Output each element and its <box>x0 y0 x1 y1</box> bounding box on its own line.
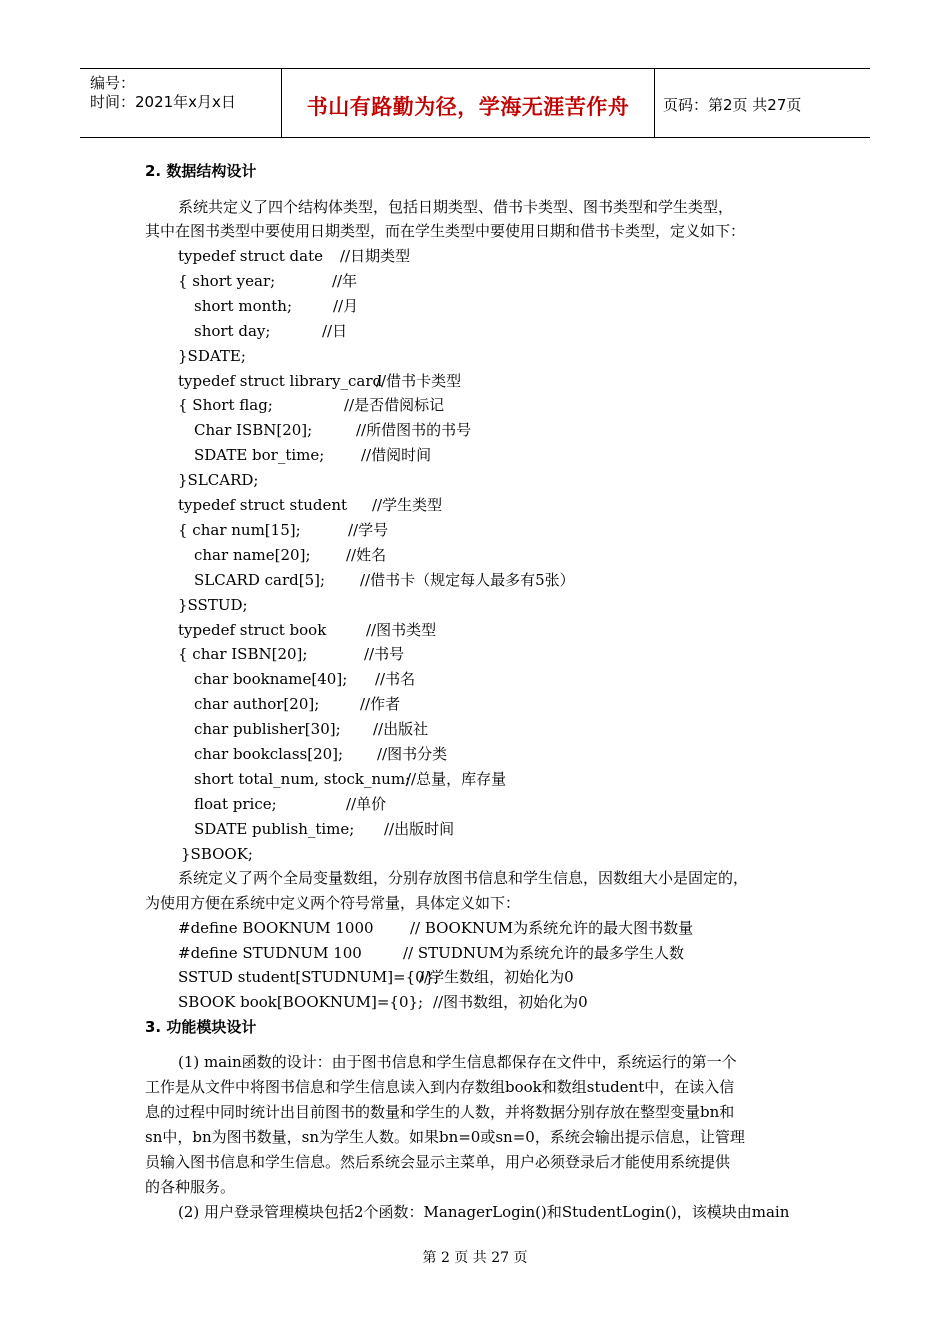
code-comment: //姓名 <box>346 545 387 564</box>
page-info: 页码：第2页 共27页 <box>663 96 802 114</box>
code-comment: //日期类型 <box>340 247 411 265</box>
code-comment: //月 <box>333 296 359 315</box>
code-line: float price; <box>194 794 277 813</box>
paragraph-line: (2) 用户登录管理模块包括2个函数：ManagerLogin()和StudentLogin()，该模块由main <box>178 1203 790 1221</box>
define-line: SBOOK book[BOOKNUM]={0}; <box>178 993 424 1012</box>
paragraph-line: 员输入图书信息和学生信息。然后系统会显示主菜单，用户必须登录后才能使用系统提供 <box>145 1153 731 1171</box>
code-line: typedef struct date <box>178 247 323 265</box>
code-comment: //学生类型 <box>372 496 443 514</box>
paragraph-line: 工作是从文件中将图书信息和学生信息读入到内存数组book和数组student中，在读入信 <box>145 1078 735 1096</box>
code-line: short day; <box>194 321 271 340</box>
code-comment: //出版时间 <box>384 819 455 838</box>
code-line: typedef struct student <box>178 496 348 514</box>
code-line: SDATE bor_time; <box>194 446 325 465</box>
code-line: }SBOOK; <box>181 844 253 863</box>
paragraph-line: sn中，bn为图书数量，sn为学生人数。如果bn=0或sn=0，系统会输出提示信息，让管理 <box>145 1128 745 1146</box>
code-line: { char ISBN[20]; <box>178 645 308 664</box>
page-header <box>80 68 870 138</box>
code-line: }SSTUD; <box>178 595 248 614</box>
code-comment: //书名 <box>375 670 416 689</box>
code-comment: //学号 <box>348 520 389 539</box>
code-comment: //图书分类 <box>377 745 448 763</box>
define-line: #define BOOKNUM 1000 <box>178 919 374 937</box>
section-heading: 3. 功能模块设计 <box>145 1018 257 1036</box>
header-motto-cell <box>282 69 655 137</box>
define-comment: //图书数组，初始化为0 <box>433 993 588 1012</box>
header-meta-cell <box>80 69 282 137</box>
code-comment: //是否借阅标记 <box>344 396 445 415</box>
code-line: char name[20]; <box>194 545 311 564</box>
paragraph-line: (1) main函数的设计：由于图书信息和学生信息都保存在文件中，系统运行的第一个 <box>178 1053 737 1071</box>
time-label: 时间：2021年x月x日 <box>90 93 236 111</box>
code-line: SDATE publish_time; <box>194 819 355 838</box>
code-line: typedef struct library_card <box>178 371 383 390</box>
code-line: typedef struct book <box>178 620 327 639</box>
code-comment: //出版社 <box>373 720 429 739</box>
code-line: short total_num, stock_num; <box>194 769 411 788</box>
code-line: { char num[15]; <box>178 520 301 539</box>
code-comment: //总量，库存量 <box>406 769 507 788</box>
code-line: short month; <box>194 296 293 315</box>
motto: 书山有路勤为径，学海无涯苦作舟 <box>306 95 630 119</box>
code-comment: //借书卡（规定每人最多有5张） <box>360 570 575 589</box>
code-line: char bookclass[20]; <box>194 745 344 763</box>
code-comment: //图书类型 <box>366 620 437 639</box>
page-footer: 第 2 页 共 27 页 <box>422 1250 528 1266</box>
section-heading: 2. 数据结构设计 <box>145 162 257 180</box>
define-comment: // BOOKNUM为系统允许的最大图书数量 <box>410 919 694 937</box>
code-comment: //日 <box>322 321 348 340</box>
code-comment: //借阅时间 <box>361 446 432 465</box>
header-page-cell <box>655 69 870 137</box>
paragraph-line: 系统定义了两个全局变量数组，分别存放图书信息和学生信息，因数组大小是固定的， <box>178 869 749 887</box>
code-comment: //年 <box>332 271 358 290</box>
code-comment: //作者 <box>360 695 401 714</box>
code-line: { Short flag; <box>178 396 273 415</box>
code-line: SLCARD card[5]; <box>194 570 326 589</box>
code-comment: //书号 <box>364 645 405 664</box>
define-line: #define STUDNUM 100 <box>178 943 362 962</box>
code-line: }SDATE; <box>178 346 246 365</box>
number-label: 编号： <box>90 74 136 92</box>
define-comment: //学生数组，初始化为0 <box>419 968 574 987</box>
define-comment: // STUDNUM为系统允许的最多学生人数 <box>403 943 684 962</box>
paragraph-line: 息的过程中同时统计出目前图书的数量和学生的人数，并将数据分别存放在整型变量bn和 <box>145 1103 735 1121</box>
paragraph-line: 其中在图书类型中要使用日期类型，而在学生类型中要使用日期和借书卡类型，定义如下： <box>145 222 746 240</box>
code-comment: //单价 <box>346 794 387 813</box>
paragraph-line: 为使用方便在系统中定义两个符号常量，具体定义如下： <box>145 894 521 912</box>
code-line: Char ISBN[20]; <box>194 421 313 440</box>
code-line: { short year; <box>178 271 276 290</box>
code-comment: //借书卡类型 <box>376 371 462 390</box>
paragraph-line: 系统共定义了四个结构体类型，包括日期类型、借书卡类型、图书类型和学生类型， <box>178 198 734 216</box>
code-line: char bookname[40]; <box>194 670 348 689</box>
paragraph-line: 的各种服务。 <box>145 1178 236 1196</box>
define-line: SSTUD student[STUDNUM]={0}; <box>178 968 440 987</box>
code-line: }SLCARD; <box>178 471 259 490</box>
code-line: char author[20]; <box>194 695 320 714</box>
code-comment: //所借图书的书号 <box>356 421 472 440</box>
code-line: char publisher[30]; <box>194 720 341 739</box>
